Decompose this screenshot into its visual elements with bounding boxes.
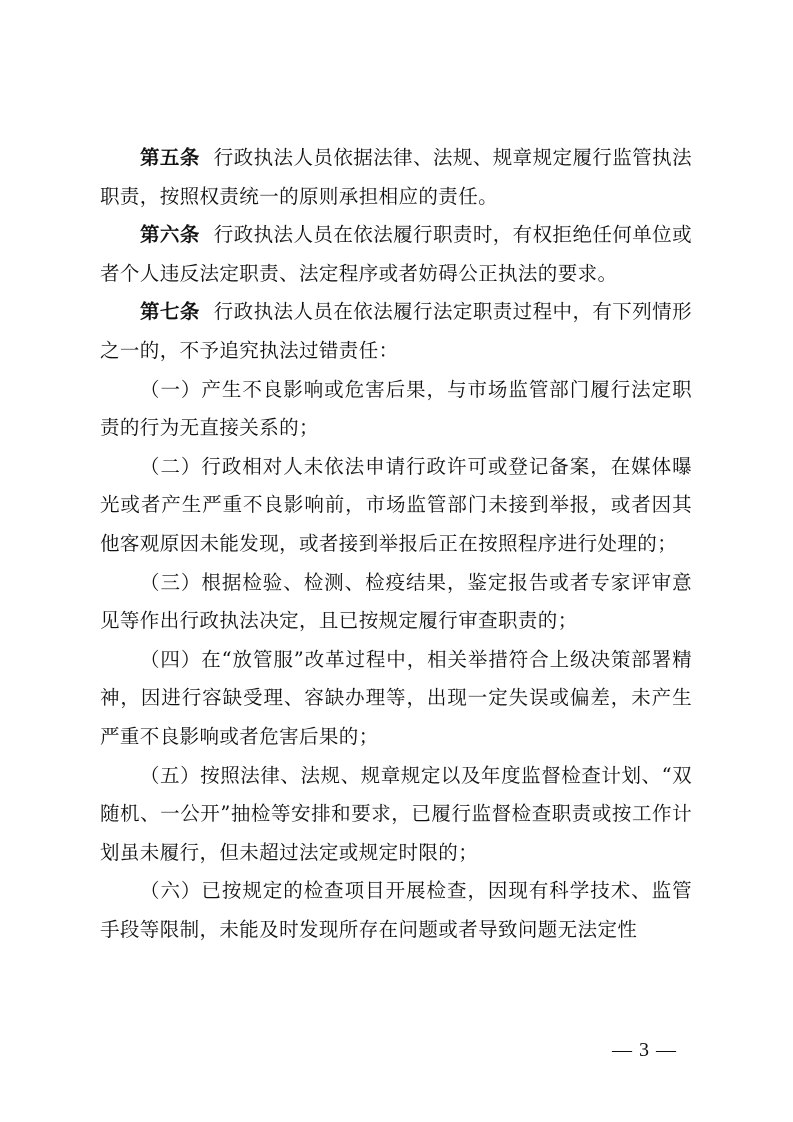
article-label: 第六条: [140, 223, 200, 247]
list-item-5: （五）按照法律、法规、规章规定以及年度监督检查计划、“双随机、一公开”抽检等安排和要求，已履行监督检查职责或按工作计划虽未履行，但未超过法定或规定时限的；: [100, 763, 692, 864]
article-7: [100, 293, 692, 370]
article-5: [100, 139, 692, 216]
document-body: [100, 139, 692, 949]
article-text: 行政执法人员在依法履行职责时，有权拒绝任何单位或者个人违反法定职责、法定程序或者妨碍公正执法的要求。: [100, 223, 692, 285]
list-item-3: （三）根据检验、检测、检疫结果，鉴定报告或者专家评审意见等作出行政执法决定，且已按规定履行审查职责的；: [100, 570, 692, 633]
article-text: 行政执法人员依据法律、法规、规章规定履行监管执法职责，按照权责统一的原则承担相应的责任。: [100, 146, 692, 208]
list-item-1: （一）产生不良影响或危害后果，与市场监管部门履行法定职责的行为无直接关系的；: [100, 377, 692, 440]
list-item-6: （六）已按规定的检查项目开展检查，因现有科学技术、监管手段等限制，未能及时发现所存在问题或者导致问题无法定性: [100, 879, 692, 941]
list-item-4: （四）在“放管服”改革过程中，相关举措符合上级决策部署精神，因进行容缺受理、容缺办理等，出现一定失误或偏差，未产生严重不良影响或者危害后果的；: [100, 647, 692, 748]
article-6: [100, 216, 692, 293]
article-text: 行政执法人员在依法履行法定职责过程中，有下列情形之一的，不予追究执法过错责任：: [100, 300, 692, 362]
list-item-2: （二）行政相对人未依法申请行政许可或登记备案，在媒体曝光或者产生严重不良影响前，市场监管部门未接到举报，或者因其他客观原因未能发现，或者接到举报后正在按照程序进行处理的；: [100, 454, 692, 555]
article-label: 第七条: [140, 300, 200, 324]
page-number: — 3 —: [612, 1039, 677, 1061]
article-label: 第五条: [140, 146, 200, 169]
